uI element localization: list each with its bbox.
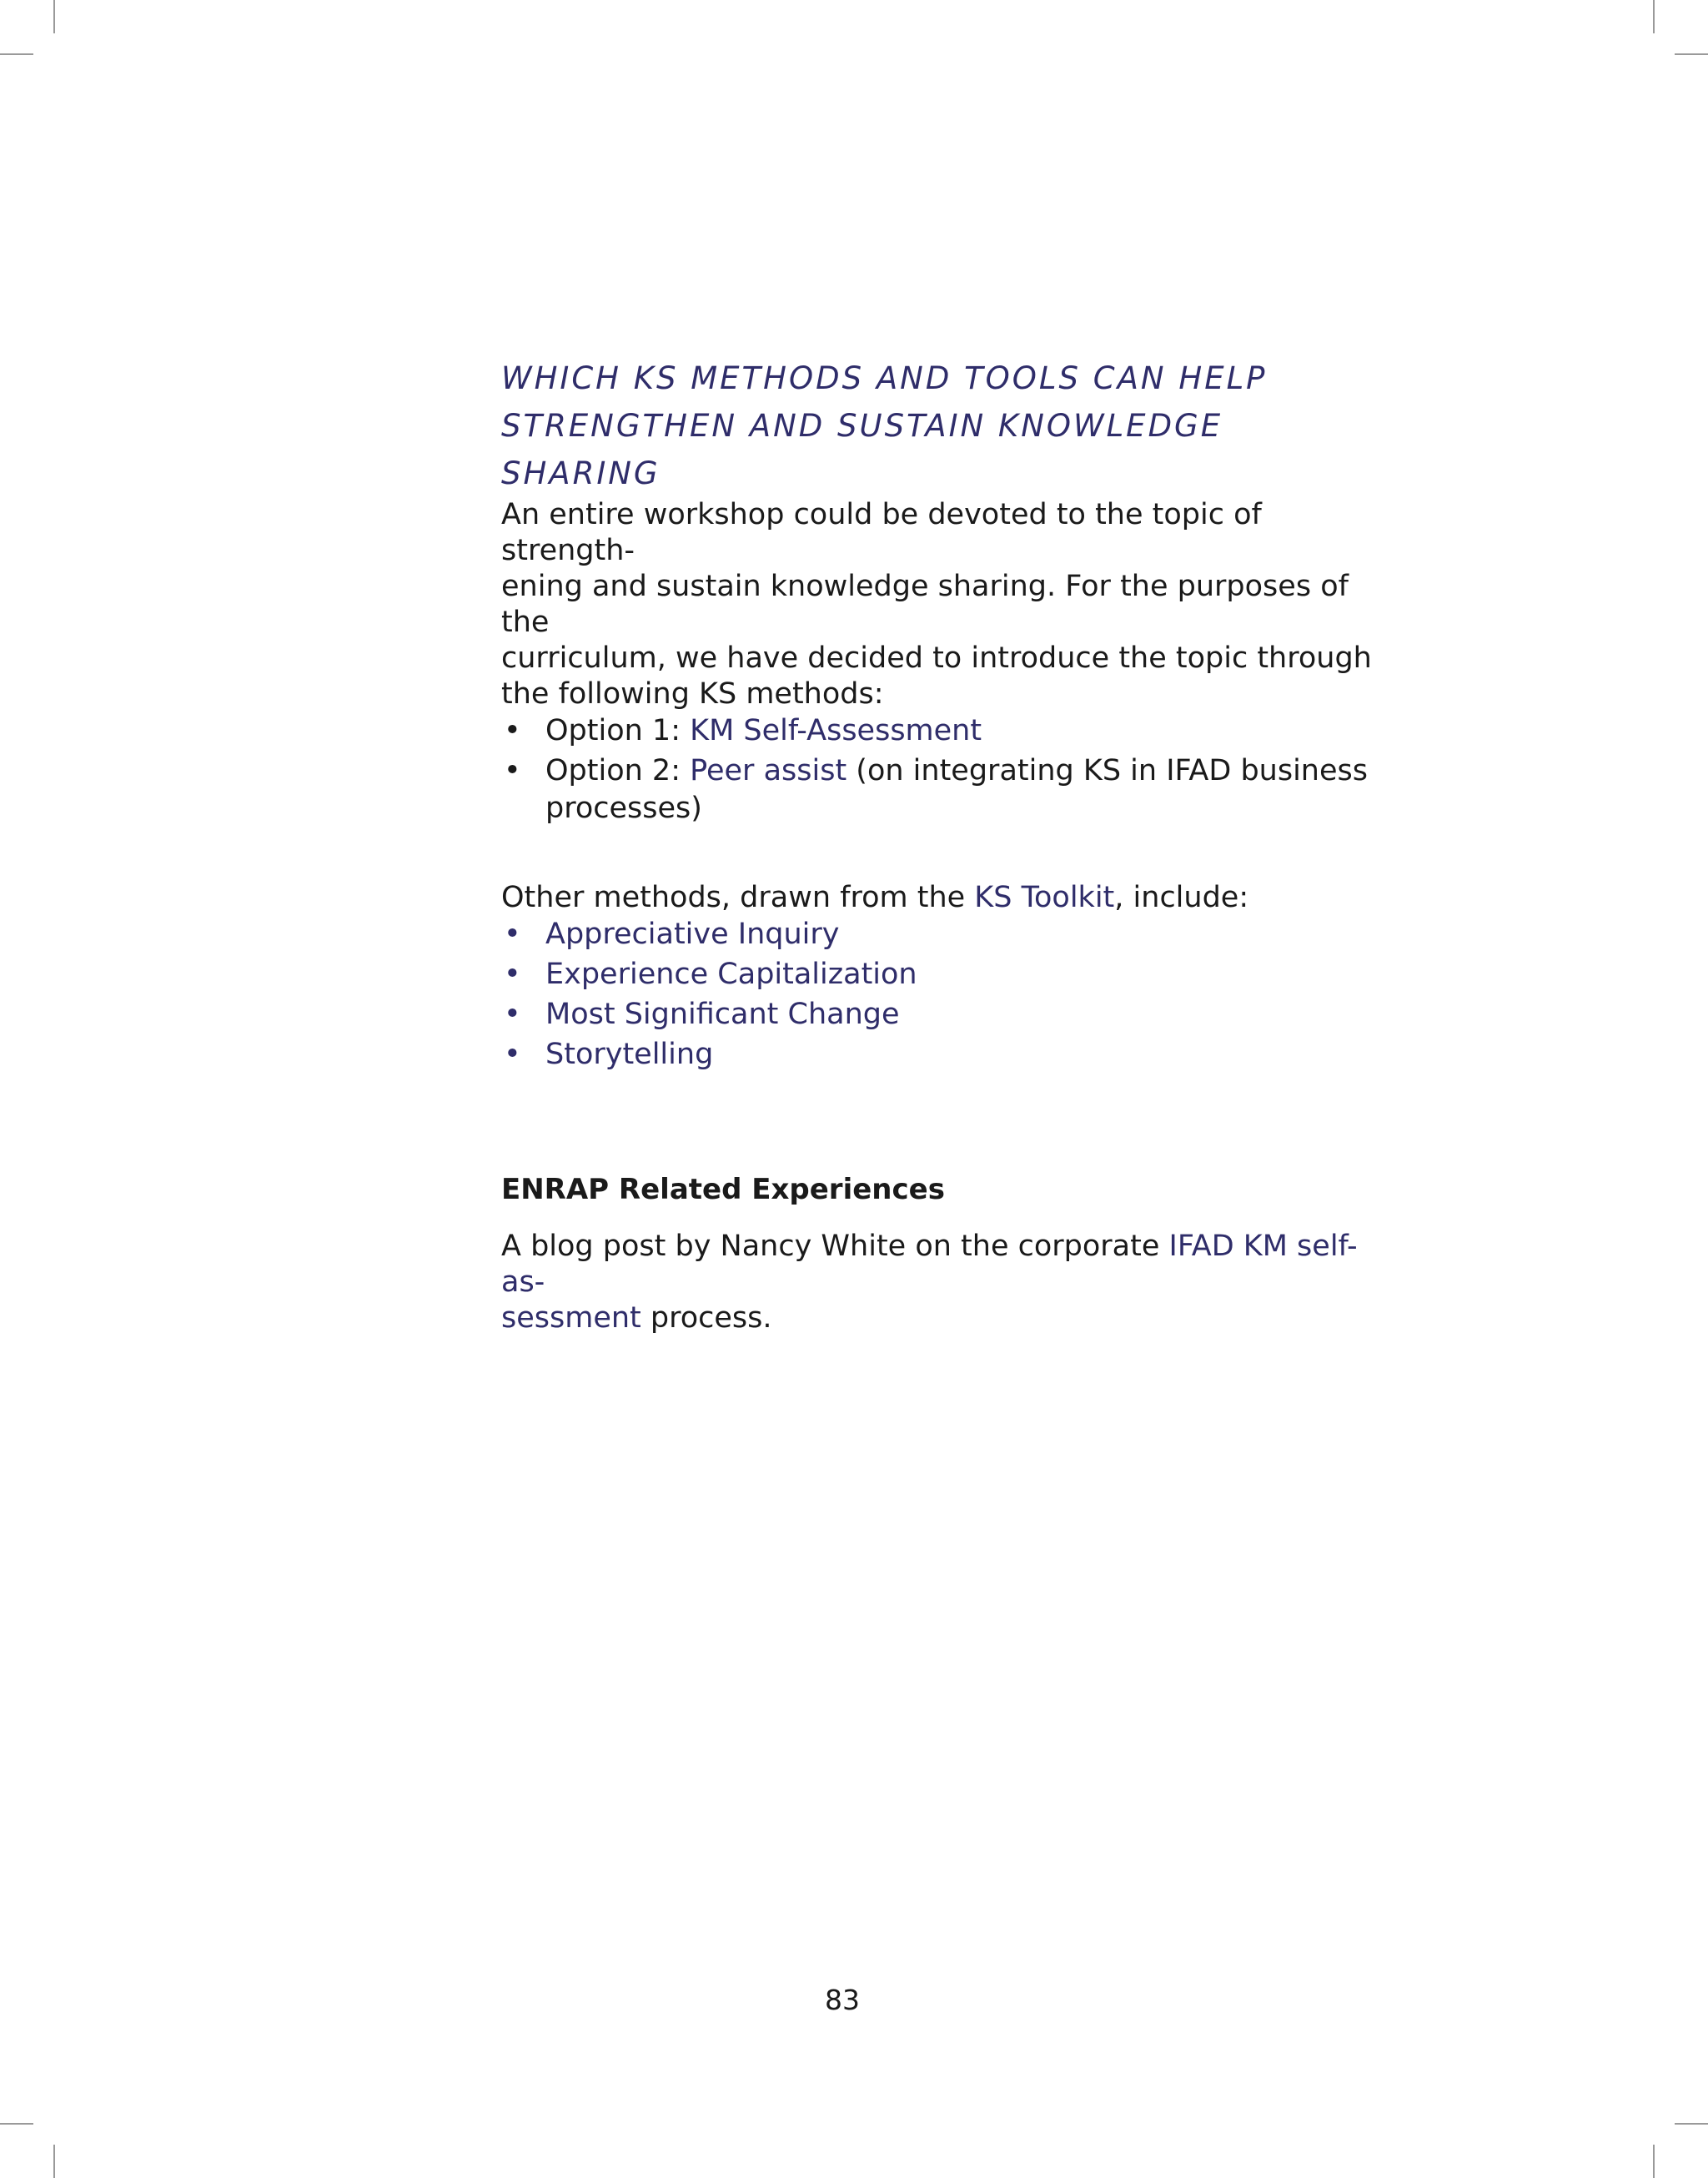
most-significant-change-link[interactable]: Most Significant Change [545,998,900,1031]
crop-mark [0,2123,33,2125]
ifad-km-self-assessment-link[interactable]: IFAD KM self-as- [501,1230,1358,1299]
bullet-icon: • [504,958,521,991]
page-content [501,355,1377,1336]
crop-mark [53,0,55,33]
option-prefix: Option 2: [545,754,691,787]
crop-mark [0,53,33,55]
crop-mark [1675,2123,1708,2125]
option-prefix: Option 1: [545,714,691,747]
heading-line: STRENGTHEN AND SUSTAIN KNOWLEDGE [501,408,1223,444]
intro-line: the following KS methods: [501,677,884,711]
intro-line: An entire workshop could be devoted to the topic of strength- [501,498,1262,567]
km-self-assessment-link[interactable]: KM Self-Assessment [690,714,982,747]
option-suffix: (on integrating KS in IFAD business [846,754,1368,787]
list-item [501,996,1377,1034]
ks-toolkit-link[interactable]: KS Toolkit [974,881,1115,914]
list-item [501,1036,1377,1074]
crop-mark [1653,0,1655,33]
page-number: 83 [825,1984,860,2016]
blog-paragraph [501,1229,1377,1336]
intro-line: ening and sustain knowledge sharing. For the purposes of the [501,570,1349,639]
heading-line: WHICH KS METHODS AND TOOLS CAN HELP [501,360,1268,396]
related-experiences-heading: ENRAP Related Experiences [501,1173,945,1206]
bullet-icon: • [504,998,521,1031]
other-before: Other methods, drawn from the [501,881,975,914]
list-item [501,752,1377,827]
heading-line: SHARING [501,455,661,491]
appreciative-inquiry-link[interactable]: Appreciative Inquiry [545,918,840,951]
storytelling-link[interactable]: Storytelling [545,1038,714,1071]
section-heading [501,355,1377,497]
crop-mark [1675,53,1708,55]
other-methods-paragraph [501,880,1377,916]
bullet-icon: • [504,714,521,747]
peer-assist-link[interactable]: Peer assist [690,754,847,787]
crop-mark [1653,2145,1655,2178]
list-item [501,712,1377,750]
bullet-icon: • [504,754,521,787]
list-item [501,916,1377,953]
blog-before: A blog post by Nancy White on the corporate [501,1230,1169,1263]
option-continuation: processes) [545,792,702,825]
other-after: , include: [1114,881,1249,914]
options-list [501,712,1377,827]
blog-after: process. [640,1301,772,1335]
experience-capitalization-link[interactable]: Experience Capitalization [545,958,917,991]
ifad-km-self-assessment-link-cont[interactable]: sessment [501,1301,641,1335]
bullet-icon: • [504,1038,521,1071]
methods-list [501,916,1377,1074]
intro-line: curriculum, we have decided to introduce the topic through [501,641,1372,675]
crop-mark [53,2145,55,2178]
bullet-icon: • [504,918,521,951]
intro-paragraph [501,497,1377,712]
list-item [501,956,1377,993]
